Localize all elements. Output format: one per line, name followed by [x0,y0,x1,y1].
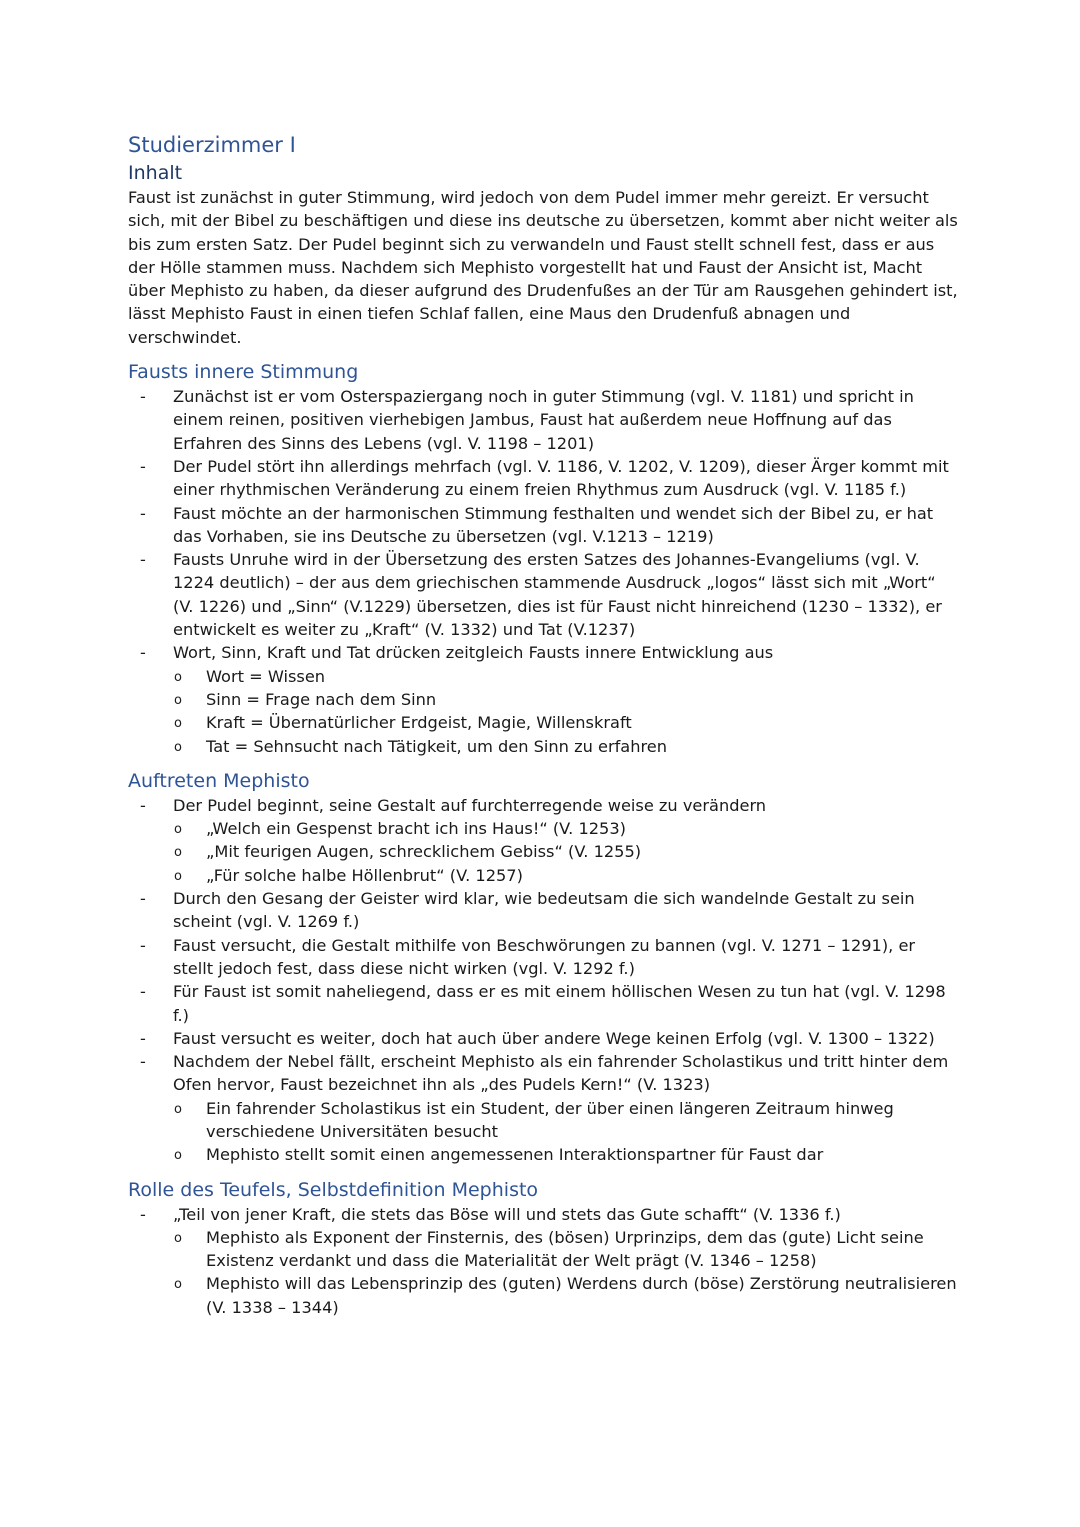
sub-bullet-list [128,665,958,758]
sub-list-item: o „Welch ein Gespenst bracht ich ins Haus!“ (V. 1253) [128,817,958,840]
sub-list-item: o Tat = Sehnsucht nach Tätigkeit, um den Sinn zu erfahren [128,735,958,758]
sub-list-item: o Sinn = Frage nach dem Sinn [128,688,958,711]
dash-bullet-icon: - [140,387,146,407]
list-item: - „Teil von jener Kraft, die stets das Böse will und stets das Gute schafft“ (V. 1336 f.) [128,1203,958,1226]
sub-list-item: o Kraft = Übernatürlicher Erdgeist, Magie, Willenskraft [128,711,958,734]
dash-bullet-icon: - [140,1028,146,1048]
list-item: - Der Pudel beginnt, seine Gestalt auf furchterregende weise zu verändern [128,794,958,817]
sub-list-item: o Mephisto stellt somit einen angemessenen Interaktionspartner für Faust dar [128,1143,958,1166]
bullet-list [128,385,958,665]
circle-bullet-icon: o [174,692,182,708]
sub-list-item: o Ein fahrender Scholastikus ist ein Student, der über einen längeren Zeitraum hinweg verschiedene Universitäten besucht [174,1098,894,1141]
circle-bullet-icon: o [174,822,182,838]
sub-bullet-list [128,817,958,887]
circle-bullet-icon: o [174,1148,182,1164]
sub-list-item: o Wort = Wissen [128,665,958,688]
section-heading-rolle-des-teufels: Rolle des Teufels, Selbstdefinition Mephisto [128,1178,539,1201]
list-item: - Für Faust ist somit naheliegend, dass er es mit einem höllischen Wesen zu tun hat (vgl. V. 1298 f.) [140,982,946,1025]
list-item: - Fausts Unruhe wird in der Übersetzung des ersten Satzes des Johannes-Evangeliums (vgl. V. 1224 deutlich) – der aus dem griechischen stammende Ausdruck „logos“ lässt sich mit „Wort“ (V. 1226) und „Sinn“ (V.1229) übersetzen, dies ist für Faust nicht hinreichend (1230 – 1332), er entwickelt es weiter zu „Kraft“ (V. 1332) und Tat (V.1237) [140,550,942,640]
list-item: - Faust versucht es weiter, doch hat auch über andere Wege keinen Erfolg (vgl. V. 1300 – 1322) [128,1027,958,1050]
circle-bullet-icon: o [174,1277,182,1293]
sub-list-item: o Mephisto als Exponent der Finsternis, des (bösen) Urprinzips, dem das (gute) Licht seine Existenz verdankt und dass die Materialität der Welt prägt (V. 1346 – 1258) [174,1227,924,1271]
dash-bullet-icon: - [140,456,146,476]
list-item: - Faust versucht, die Gestalt mithilfe von Beschwörungen zu bannen (vgl. V. 1271 – 1291), er stellt jedoch fest, dass diese nicht wirken (vgl. V. 1292 f.) [140,935,916,978]
document-page [128,130,958,1319]
section-heading-fausts-innere-stimmung: Fausts innere Stimmung [128,361,359,384]
dash-bullet-icon: - [140,982,146,1002]
circle-bullet-icon: o [174,669,182,685]
list-item: - Faust möchte an der harmonischen Stimmung festhalten und wendet sich der Bibel zu, er hat das Vorhaben, sie ins Deutsche zu übersetzen (vgl. V.1213 – 1219) [140,503,934,546]
circle-bullet-icon: o [174,739,182,755]
sub-bullet-list [128,1226,958,1319]
circle-bullet-icon: o [174,868,182,884]
dash-bullet-icon: - [140,1204,146,1224]
section-heading-inhalt: Inhalt [128,162,183,184]
list-item: - Wort, Sinn, Kraft und Tat drücken zeitgleich Fausts innere Entwicklung aus [128,641,958,664]
sub-list-item: o „Für solche halbe Höllenbrut“ (V. 1257) [128,864,958,887]
dash-bullet-icon: - [140,889,146,909]
dash-bullet-icon: - [140,795,146,815]
circle-bullet-icon: o [174,1230,182,1246]
list-item: - Durch den Gesang der Geister wird klar, wie bedeutsam die sich wandelnde Gestalt zu sein scheint (vgl. V. 1269 f.) [140,889,915,932]
list-item: - Zunächst ist er vom Osterspaziergang noch in guter Stimmung (vgl. V. 1181) und spricht in einem reinen, positiven vierhebigen Jambus, Faust hat außerdem neue Hoffnung auf das Erfahren des Sinns des Lebens (vgl. V. 1198 – 1201) [140,387,914,453]
list-item: - Nachdem der Nebel fällt, erscheint Mephisto als ein fahrender Scholastikus und tritt hinter dem Ofen hervor, Faust bezeichnet ihn als „des Pudels Kern!“ (V. 1323) [140,1052,949,1095]
sub-list-item: o „Mit feurigen Augen, schrecklichem Gebiss“ (V. 1255) [128,840,958,863]
sub-bullet-list [128,1097,958,1167]
dash-bullet-icon: - [140,1052,146,1072]
dash-bullet-icon: - [140,643,146,663]
circle-bullet-icon: o [174,1101,182,1117]
list-item: - Der Pudel stört ihn allerdings mehrfach (vgl. V. 1186, V. 1202, V. 1209), dieser Ärger kommt mit einer rhythmischen Veränderung zu einem freien Rhythmus zum Ausdruck (vgl. V. 1185 f.) [140,456,949,500]
bullet-list [128,1203,958,1226]
section-heading-auftreten-mephisto: Auftreten Mephisto [128,769,310,792]
bullet-list [128,794,958,817]
circle-bullet-icon: o [174,845,182,861]
inhalt-paragraph: Faust ist zunächst in guter Stimmung, wird jedoch von dem Pudel immer mehr gereizt. Er versucht sich, mit der Bibel zu beschäftigen und diese ins deutsche zu übersetzen, kommt aber nicht weiter als bis zum ersten Satz. Der Pudel beginnt sich zu verwandeln und Faust stellt schnell fest, dass er aus der Hölle stammen muss. Nachdem sich Mephisto vorgestellt hat und Faust der Ansicht ist, Macht über Mephisto zu haben, da dieser aufgrund des Drudenfußes an der Tür am Rausgehen gehindert ist, lässt Mephisto Faust in einen tiefen Schlaf fallen, eine Maus den Drudenfuß abnagen und verschwindet. [128,188,958,347]
dash-bullet-icon: - [140,550,146,570]
dash-bullet-icon: - [140,503,146,523]
dash-bullet-icon: - [140,935,146,955]
circle-bullet-icon: o [174,716,182,732]
sub-list-item: o Mephisto will das Lebensprinzip des (guten) Werdens durch (böse) Zerstörung neutralisieren (V. 1338 – 1344) [174,1274,957,1317]
bullet-list [128,887,958,1097]
page-title: Studierzimmer I [128,133,296,157]
